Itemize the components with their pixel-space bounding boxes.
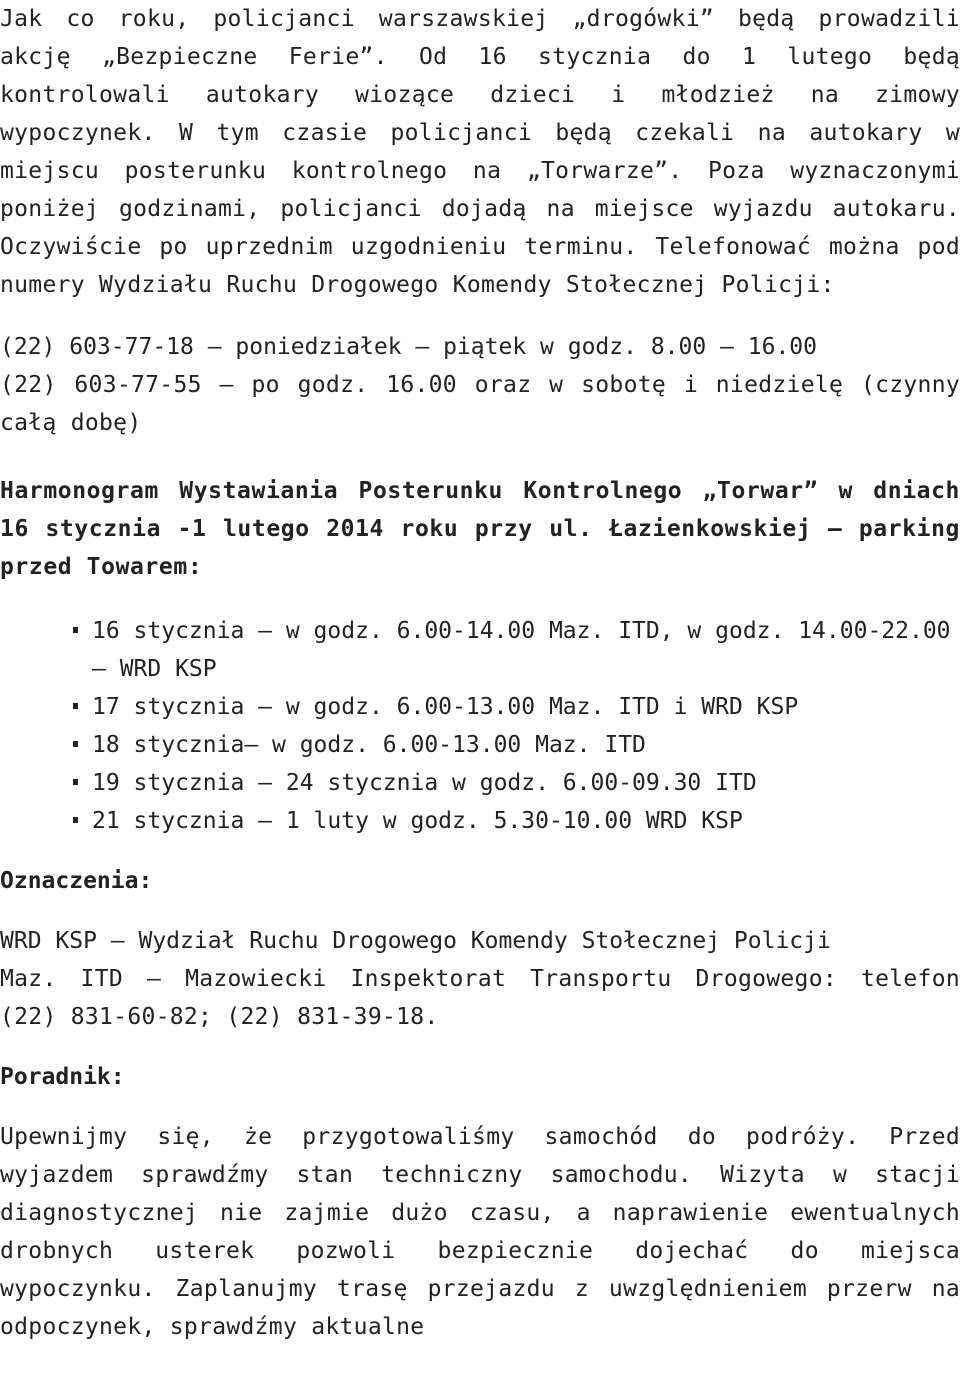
spacer <box>0 840 960 862</box>
spacer <box>0 304 960 328</box>
bullet-icon <box>73 779 78 785</box>
bullet-icon <box>73 817 78 823</box>
spacer <box>0 1036 960 1058</box>
spacer <box>0 442 960 472</box>
bullet-icon <box>73 741 78 747</box>
bullet-icon <box>73 627 78 633</box>
schedule-item-text: 19 stycznia – 24 stycznia w godz. 6.00-09.30 ITD <box>92 770 757 796</box>
list-item <box>70 688 960 726</box>
schedule-item-text: 16 stycznia – w godz. 6.00-14.00 Maz. ITD, w godz. 14.00-22.00 – WRD KSP <box>92 618 951 682</box>
schedule-item-text: 21 stycznia – 1 luty w godz. 5.30-10.00 WRD KSP <box>92 808 743 834</box>
list-item <box>70 802 960 840</box>
intro-paragraph: Jak co roku, policjanci warszawskiej „drogówki” będą prowadzili akcję „Bezpieczne Ferie”. Od 16 stycznia do 1 lutego będą kontrolowali autokary wiozące dzieci i młodzież na zimowy wypoczynek. W tym czasie policjanci będą czekali na autokary w miejscu posterunku kontrolnego na „Torwarze”. Poza wyznaczonymi poniżej godzinami, policjanci dojadą na miejsce wyjazdu autokaru. Oczywiście po uprzednim uzgodnieniu terminu. Telefonować można pod numery Wydziału Ruchu Drogowego Komendy Stołecznej Policji: <box>0 6 960 298</box>
bullet-icon <box>73 703 78 709</box>
spacer <box>0 1096 960 1118</box>
guide-label: Poradnik: <box>0 1064 125 1090</box>
list-item <box>70 726 960 764</box>
phone-line-afterhours: (22) 603-77-55 – po godz. 16.00 oraz w sobotę i niedzielę (czynny całą dobę) <box>0 372 960 436</box>
schedule-list <box>0 612 960 840</box>
legend-maz-itd: Maz. ITD – Mazowiecki Inspektorat Transportu Drogowego: telefon (22) 831-60-82; (22) 831-39-18. <box>0 966 960 1030</box>
list-item <box>70 612 960 688</box>
spacer <box>0 900 960 922</box>
schedule-heading: Harmonogram Wystawiania Posterunku Kontrolnego „Torwar” w dniach 16 stycznia -1 lutego 2014 roku przy ul. Łazienkowskiej – parking przed Towarem: <box>0 478 960 580</box>
phone-line-weekday: (22) 603-77-18 – poniedziałek – piątek w godz. 8.00 – 16.00 <box>0 334 817 360</box>
spacer <box>0 586 960 612</box>
legend-wrd-ksp: WRD KSP – Wydział Ruchu Drogowego Komendy Stołecznej Policji <box>0 928 831 954</box>
guide-paragraph: Upewnijmy się, że przygotowaliśmy samochód do podróży. Przed wyjazdem sprawdźmy stan techniczny samochodu. Wizyta w stacji diagnostycznej nie zajmie dużo czasu, a naprawienie ewentualnych drobnych usterek pozwoli bezpiecznie dojechać do miejsca wypoczynku. Zaplanujmy trasę przejazdu z uwzględnieniem przerw na odpoczynek, sprawdźmy aktualne <box>0 1124 960 1340</box>
schedule-item-text: 18 stycznia– w godz. 6.00-13.00 Maz. ITD <box>92 732 646 758</box>
list-item <box>70 764 960 802</box>
legend-label: Oznaczenia: <box>0 868 153 894</box>
schedule-item-text: 17 stycznia – w godz. 6.00-13.00 Maz. ITD i WRD KSP <box>92 694 799 720</box>
